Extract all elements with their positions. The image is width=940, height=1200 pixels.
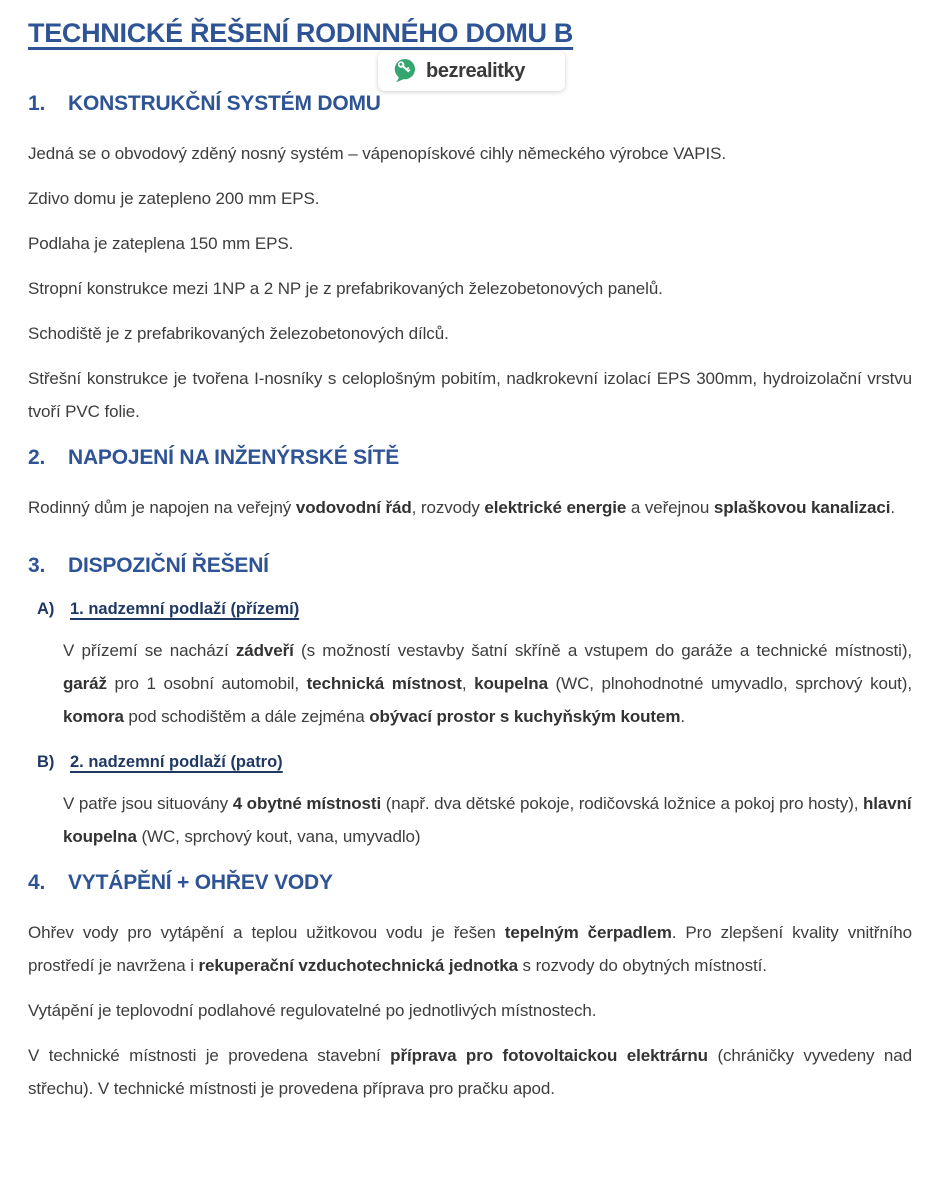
paragraph: V přízemí se nachází zádveří (s možností vestavby šatní skříně a vstupem do garáže a technické místnosti), garáž pro 1 osobní automobil, technická místnost, koupelna (WC, plnohodnotné umyvadlo, sprchový kout), komora pod schodištěm a dále zejména obývací prostor s kuchyňským koutem. [63, 641, 913, 726]
paragraph: Zdivo domu je zatepleno 200 mm EPS. [28, 189, 320, 208]
section-heading-label: NAPOJENÍ NA INŽENÝRSKÉ SÍTĚ [68, 446, 400, 469]
section-heading-label: VYTÁPĚNÍ + OHŘEV VODY [68, 871, 333, 894]
sub-heading [28, 747, 912, 777]
sub-heading-title: 1. nadzemní podlaží (přízemí) [70, 600, 300, 618]
paragraph: Jedná se o obvodový zděný nosný systém – vápenopískové cihly německého výrobce VAPIS. [28, 144, 727, 163]
section-number: 2. [28, 446, 46, 469]
sub-heading-label: A) [37, 600, 55, 618]
paragraph: Rodinný dům je napojen na veřejný vodovodní řád, rozvody elektrické energie a veřejnou splaškovou kanalizaci. [28, 498, 895, 517]
key-pin-icon [391, 56, 418, 86]
section-heading-1 [28, 90, 912, 118]
paragraph: Střešní konstrukce je tvořena I-nosníky s celoplošným pobitím, nadkrokevní izolací EPS 300mm, hydroizolační vrstvu tvoří PVC folie. [28, 369, 912, 421]
sub-heading-title: 2. nadzemní podlaží (patro) [70, 753, 283, 771]
section-heading-label: KONSTRUKČNÍ SYSTÉM DOMU [68, 92, 381, 115]
paragraph: V technické místnosti je provedena stavební příprava pro fotovoltaickou elektrárnu (chráničky vyvedeny nad střechu). V technické místnosti je provedena příprava pro pračku apod. [28, 1046, 913, 1098]
paragraph: Stropní konstrukce mezi 1NP a 2 NP je z prefabrikovaných železobetonových panelů. [28, 279, 663, 298]
section-heading-label: DISPOZIČNÍ ŘEŠENÍ [68, 554, 269, 577]
paragraph: Schodiště je z prefabrikovaných železobetonových dílců. [28, 324, 449, 343]
paragraph: Ohřev vody pro vytápění a teplou užitkovou vodu je řešen tepelným čerpadlem. Pro zlepšení kvality vnitřního prostředí je navržena i rekuperační vzduchotechnická jednotka s rozvody do obytných místností. [28, 923, 913, 975]
logo-text: bezrealitky [426, 59, 525, 82]
bezrealitky-logo [378, 51, 565, 91]
paragraph: Podlaha je zateplena 150 mm EPS. [28, 234, 294, 253]
section-number: 1. [28, 92, 46, 115]
paragraph: Vytápění je teplovodní podlahové regulovatelné po jednotlivých místnostech. [28, 1001, 597, 1020]
section-heading-3 [28, 552, 912, 580]
document-body [28, 90, 912, 1105]
section-number: 4. [28, 871, 46, 894]
sub-heading-label: B) [37, 753, 55, 771]
section-heading-2 [28, 444, 912, 472]
section-number: 3. [28, 554, 46, 577]
sub-heading [28, 594, 912, 624]
section-heading-4 [28, 869, 912, 897]
paragraph: V patře jsou situovány 4 obytné místnosti (např. dva dětské pokoje, rodičovská ložnice a pokoj pro hosty), hlavní koupelna (WC, sprchový kout, vana, umyvadlo) [63, 794, 912, 846]
page-title: TECHNICKÉ ŘEŠENÍ RODINNÉHO DOMU B [28, 18, 574, 48]
